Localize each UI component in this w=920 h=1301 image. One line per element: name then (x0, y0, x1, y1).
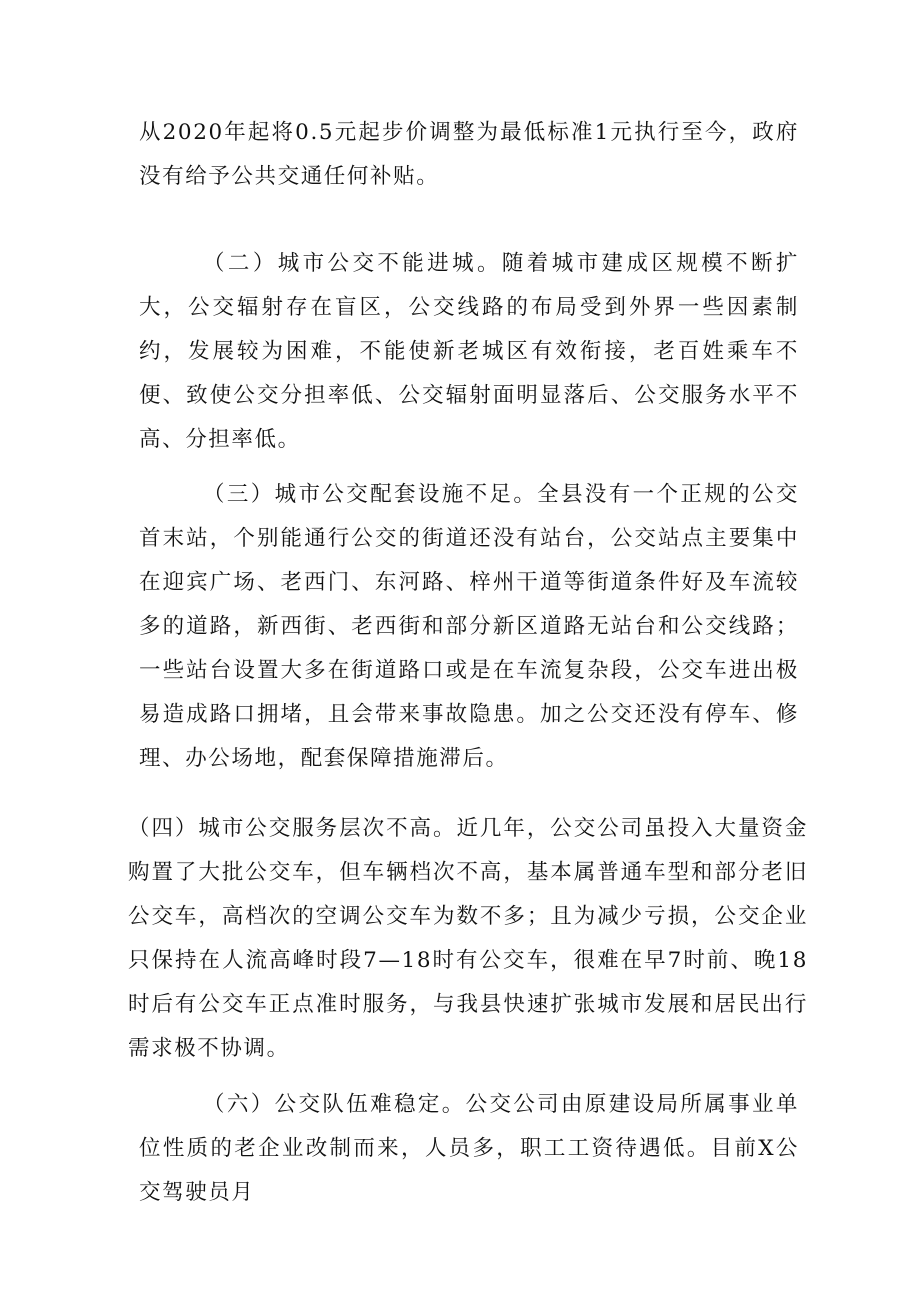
paragraph-section-6: （六）公交队伍难稳定。公交公司由原建设局所属事业单位性质的老企业改制而来，人员多，职工工资待遇低。目前X公交驾驶员月 (139, 1092, 799, 1205)
paragraph-subsidy: 从2020年起将0.5元起步价调整为最低标准1元执行至今，政府没有给予公共交通任何补贴。 (139, 120, 799, 189)
paragraph-section-2: （二）城市公交不能进城。随着城市建成区规模不断扩大，公交辐射存在盲区，公交线路的布局受到外界一些因素制约，发展较为困难，不能使新老城区有效衔接，老百姓乘车不便、致使公交分担率低、公交辐射面明显落后、公交服务水平不高、分担率低。 (139, 251, 799, 452)
paragraph-section-3: （三）城市公交配套设施不足。全县没有一个正规的公交首末站，个别能通行公交的街道还没有站台，公交站点主要集中在迎宾广场、老西门、东河路、梓州干道等街道条件好及车流较多的道路，新西街、老西街和部分新区道路无站台和公交线路；一些站台设置大多在街道路口或是在车流复杂段，公交车进出极易造成路口拥堵，且会带来事故隐患。加之公交还没有停车、修理、办公场地，配套保障措施滞后。 (139, 482, 799, 771)
paragraph-section-4: （四）城市公交服务层次不高。近几年，公交公司虽投入大量资金购置了大批公交车，但车辆档次不高，基本属普通车型和部分老旧公交车，高档次的空调公交车为数不多；且为减少亏损，公交企业只保持在人流高峰时段7—18时有公交车，很难在早7时前、晚18时后有公交车正点准时服务，与我县快速扩张城市发展和居民出行需求极不协调。 (128, 816, 808, 1061)
